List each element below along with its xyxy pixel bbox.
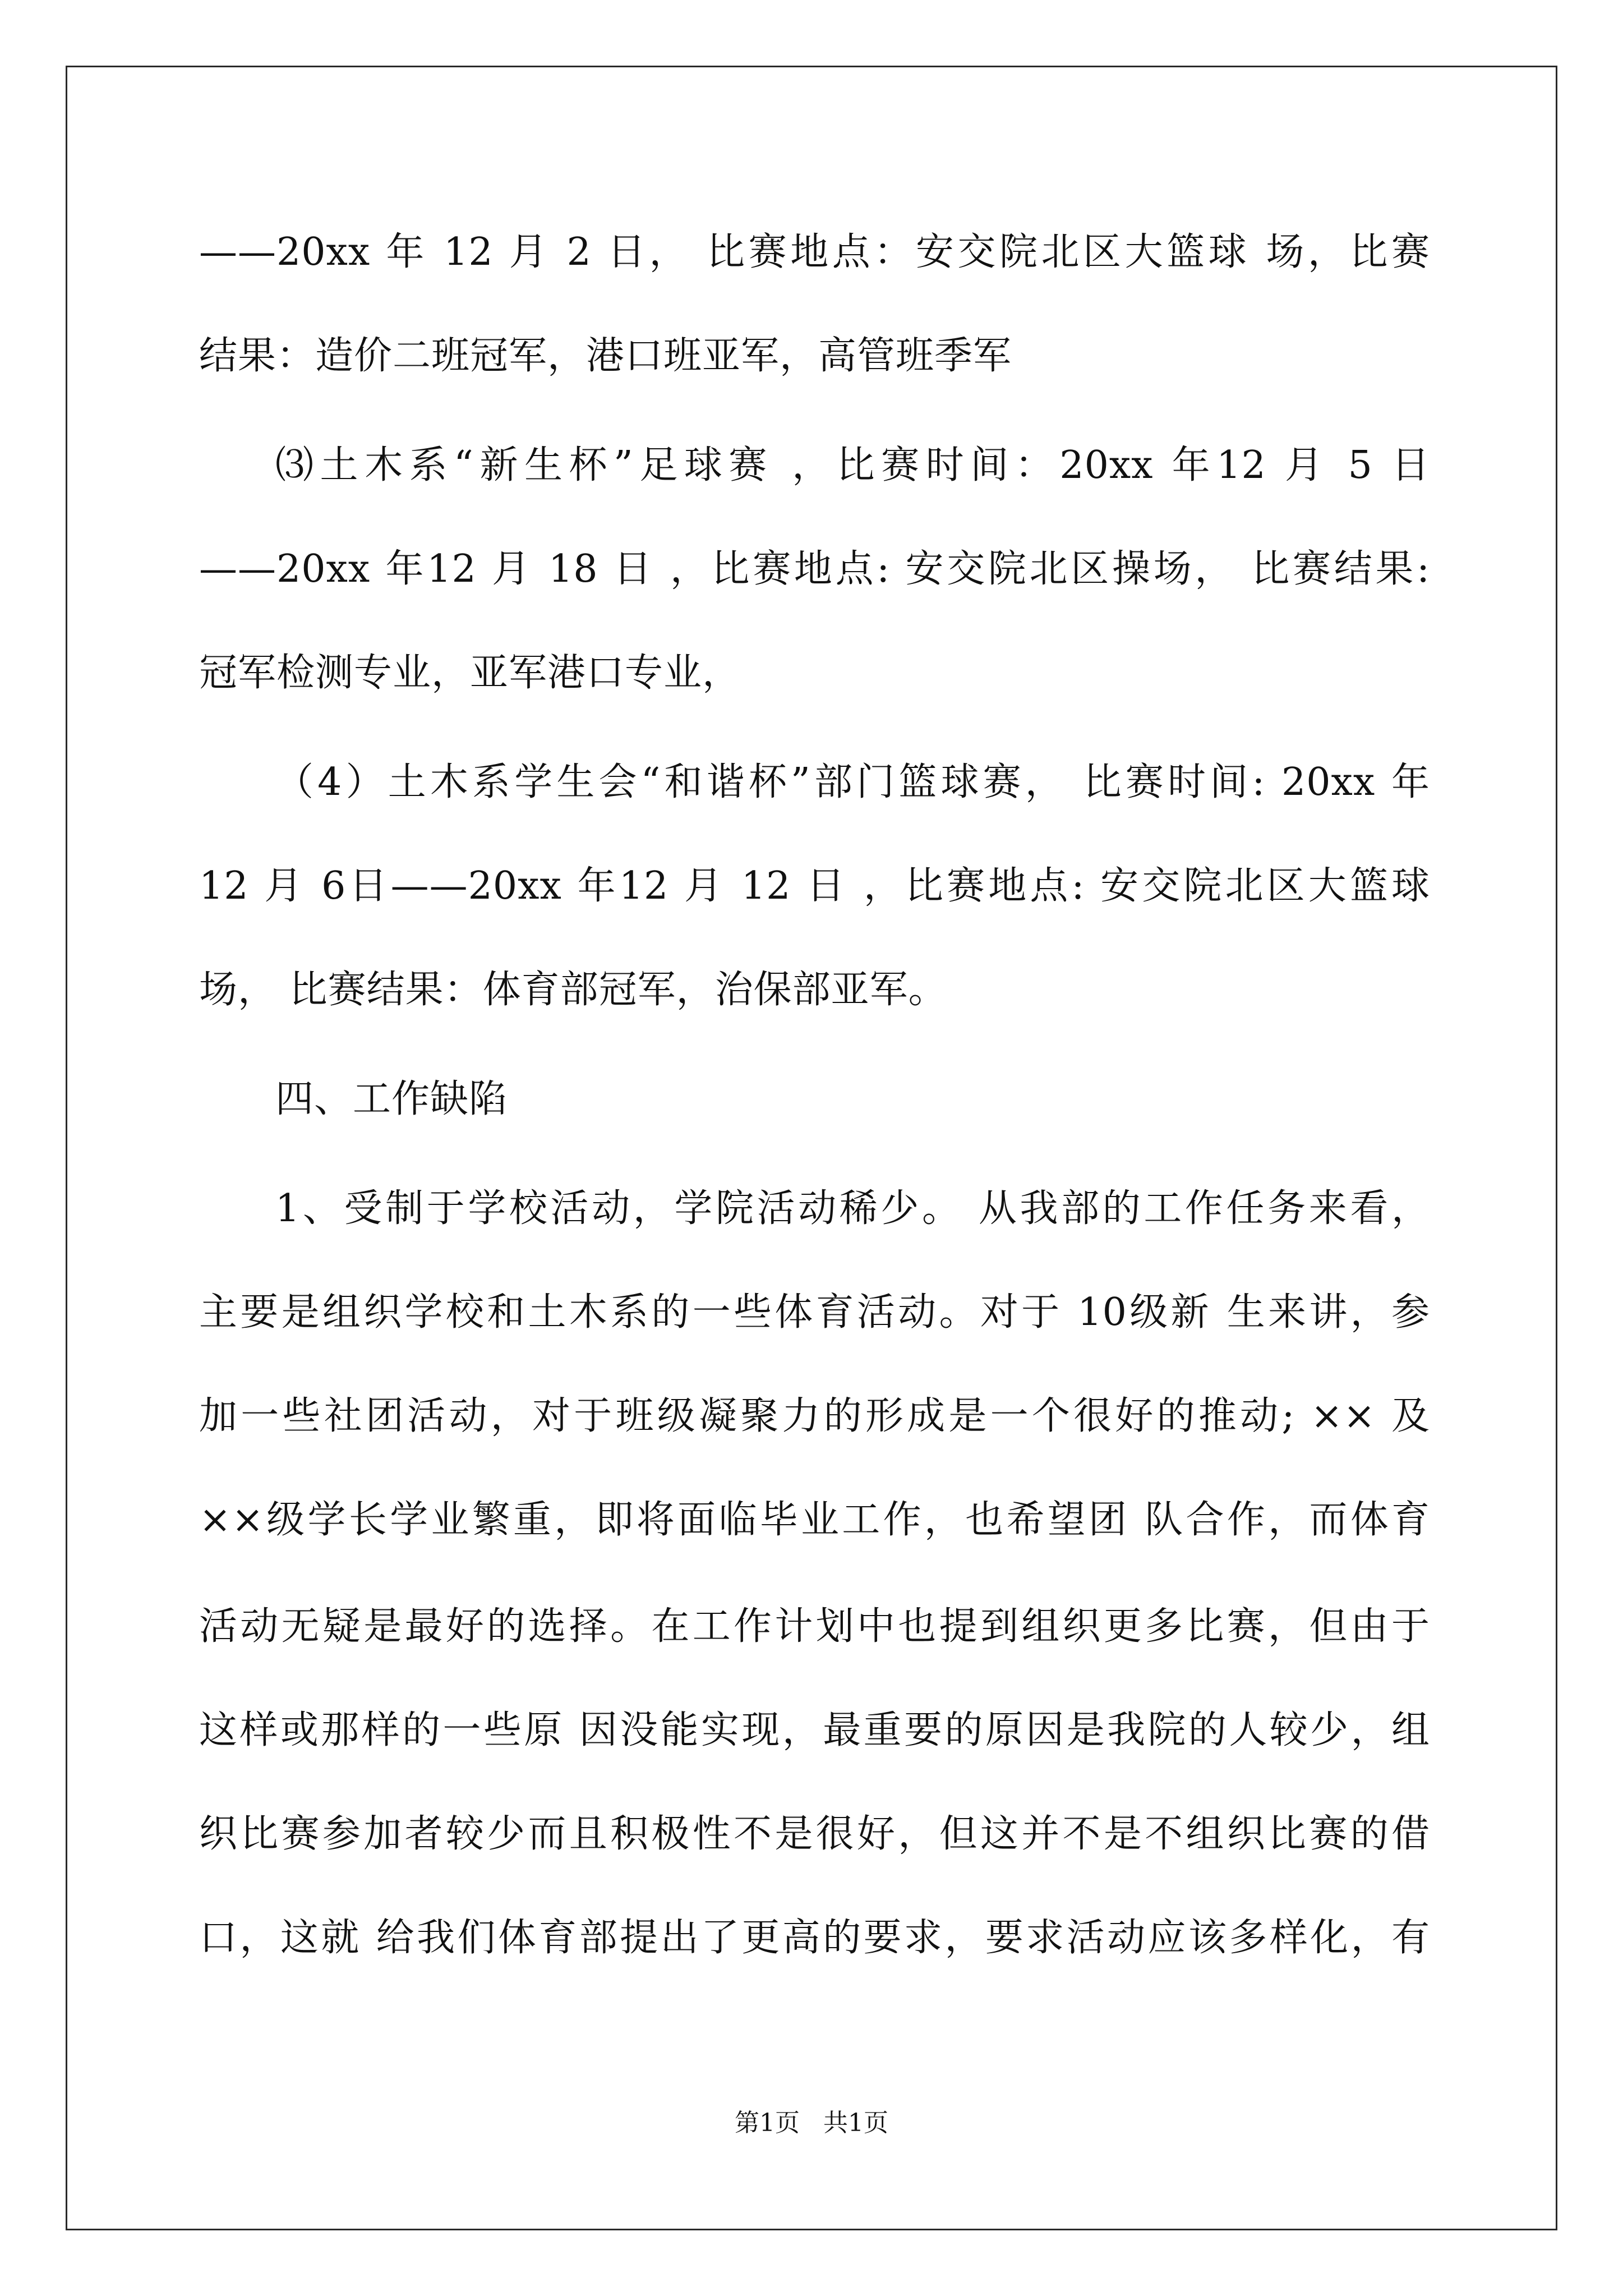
text-line-5: 冠军检测专业，亚军港口专业， [199, 651, 741, 695]
text-line-8: 场， 比赛结果：体育部冠军，治保部亚军。 [199, 968, 947, 1012]
text-line-4: ——20xx 年12 月 18 日 ，比赛地点: 安交院北区操场， 比赛结果: [199, 547, 1430, 591]
text-line-17: 口，这就 给我们体育部提出了更高的要求，要求活动应该多样化，有 [199, 1916, 1430, 1960]
text-line-6: （4）土木系学生会“和谐杯”部门篮球赛， 比赛时间: 20xx 年 [275, 760, 1430, 804]
text-line-11: 主要是组织学校和土木系的一些体育活动。对于 10级新 生来讲，参 [199, 1290, 1430, 1335]
text-line-3: ⑶土木系“新生杯”足球赛 ，比赛时间：20xx 年12 月 5 日 [275, 443, 1430, 487]
text-line-7: 12 月 6日——20xx 年12 月 12 日 ，比赛地点: 安交院北区大篮球 [199, 864, 1430, 908]
text-line-16: 织比赛参加者较少而且积极性不是很好，但这并不是不组织比赛的借 [199, 1812, 1430, 1856]
section-heading: 四、工作缺陷 [275, 1077, 508, 1121]
page-border [66, 66, 1557, 2230]
page-footer: 第1页 共1页 [735, 2109, 888, 2137]
text-line-10: 1、受制于学校活动，学院活动稀少。 从我部的工作任务来看， [275, 1186, 1430, 1231]
text-line-2: 结果：造价二班冠军，港口班亚军，高管班季军 [199, 334, 1012, 378]
text-line-1: ——20xx 年 12 月 2 日， 比赛地点：安交院北区大篮球 场，比赛 [199, 230, 1430, 274]
text-line-14: 活动无疑是最好的选择。在工作计划中也提到组织更多比赛，但由于 [199, 1604, 1430, 1649]
text-line-12: 加一些社团活动，对于班级凝聚力的形成是一个很好的推动; ×× 及 [199, 1394, 1430, 1438]
text-line-15: 这样或那样的一些原 因没能实现，最重要的原因是我院的人较少，组 [199, 1708, 1430, 1752]
text-line-13: ××级学长学业繁重，即将面临毕业工作，也希望团 队合作，而体育 [199, 1498, 1430, 1542]
